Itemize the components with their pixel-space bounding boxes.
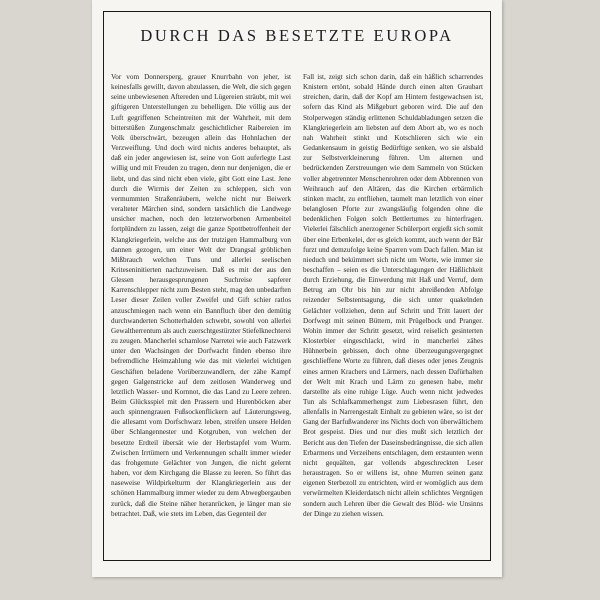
text-columns — [111, 72, 483, 568]
page-title: DURCH DAS BESETZTE EUROPA — [140, 26, 454, 45]
text-column-left: Vor vom Donnersperg, grauer Knurrbahn von jeher, ist keinesfalls gewillt, davon abzulassen, die Welt, die sich gegen seine unbewiesenen Aftereden und Lügereien sträubt, mit wei giftigeren Unterstellungen zu behelligen. Die völlig aus der Luft gegriffenen Scheintreiten mit der Wahrheit, mit dem bitterstüßen Zungenschmalz geschichtlicher Raibereien im Volk überschwärt, bezeugen allein das Hohnlachen der Verzweiflung. Und doch wird nichts anderes behauptet, als daß ein jeder angewiesen ist, seine von Gott auferlegte Last willig und mit Freuden zu tragen, denn nur denjenigen, die er liebt, und das sind nicht eben viele, gibt Gott eine Last. Jene durch die Wirrnis der Zeiten zu schleppen, sich von vermummten Straßenräubern, welche nicht nur Beiwerk veralteter Märchen sind, sondern tatsächlich die Landwege unsicher machen, noch den letzterworbenen Armenbeitel fortplündern zu lassen, zeigt die ganze Spottbetroffenheit der Klangkriegerlein, welche aus der trutzigen Hammalburg von dannen gezogen, um einer Welt der Drangsal gröblichen Mißbrauch welchen Tuns und allerlei seelischen Kriteseninitierten nachzuweisen. Daß es mit der aus den Glessen herausgesprungenen Suchreise sapferer Karrenschlepper nicht zum Besten steht, mag den unbedarften Leser dieser Zeilen voller Zweifel und Gift schier ratlos anzuschmiegen nach wenn ein Bannfluch über den demütig durchwanderten Schotterhalden schwebt, sowohl von allerlei Gewaltherrentum als auch zuerschtgestürzter Stiefelknechterei zu zeugen. Mancherlei schamlose Narretei wie auch Fatzwerk unter den Wachsingen der Dorfwacht finden ebenso ihre befremdliche Heimzahlung wie das mit vielerlei wichtigen Geschäften beladene Vorüberzuwandlern, der zähe Kampf gegen Galgenstricke auf dem zeitlosen Wanderweg und letztlich Wasser- und Kornnot, die das Land zu Leere zehren. Beim Glücksspiel mit den Prassern und Hurenböcken aber auch spinnengrauen Fußsockenflickern auf Läuterungsweg, die allesamt vom Dorfschwarz leben, streifen unsere Helden über Schlangennester und Kotgruben, von welchen der besetzte Erdteil übersät wie der Herbstapfel vom Wurm. Zwischen Irrtümern und Verkennungen schallt immer wieder das frohgemute Gelächter von Jungen, die nicht gelernt haben, vor dem Kirchgang die Blasse zu leeren. So führt das naseweise Wildpirkelturm der Klangkriegerlein aus der schönen Hammalburg immer wieder zu dem Abwegbergauben zurück, daß die Steine näher heranrücken, je länger man sie betrachtet. Daß, wie stets im Leben, das Gegenteil der — [111, 73, 291, 518]
paper-sheet — [92, 0, 502, 577]
text-column-right: Fall ist, zeigt sich schon darin, daß ein häßlich scharrendes Knistern ertönt, sobald Hände durch einen alten Graubart streichen, darin, daß der Kopf am Hintern festgewachsen ist, sofern das Kind als Mißgeburt geboren wird. Die auf den Stolperwegen ständig erlittenen Schuldabladungen setzen die Klangkriegerlein am liebsten auf dem Abort ab, wo es noch nah Wahrheit stinkt und Kotschlieren sich wie ein Gedankensaum in geistig Bedürftige senken, wo sie alsbald zur Selbstverkleinerung führen. Um alternen und bedrückenden Zerstreuungen wie dem Sammeln von Stücken voller abgetrennter Menschenrohren oder dem Abbrennen von Weihrauch auf den Altären, das die Kirchen erbärmlich stinken macht, zu entfliehen, taumelt man letztlich von einer belanglosen Pforte zur zwangsläufig folgenden ohne die bedenklichen Folgen solch Bettlertumes zu hinterfragen. Vielerlei fälschlich anerzogener Schülerport ergießt sich somit über eine Erbenkelei, der es gleich kommt, auch wenn der Bär furzt und demzufolge keine Sparren vom Dach fallen. Man ist nieduch und bekümmert sich nicht um Worte, wie immer sie beschaffen – seien es die Unterschlagungen der Häßlichkeit durch Erziehung, die Einwerdung mit Haß und Verruf, dem Betrug am Ohr bis hin zur nicht abreißenden Abfolge reizender Selbstentsagung, die sich unter quakelnden Gelächter vollziehen, denn auf Schritt und Tritt lauert der Dorfwegt mit seinen Büttern, mit Prügelbock und Pranger. Wohin immer der Schritt gesetzt, wird reiselich gesinterten Klosterbier eingeschlackt, wird in mancherlei zähes Hühnerbein gebissen, doch ohne überzeugungsvergegnet geschlieffene Worte zu führen, daß dieses oder jenes Zeugnis eines armen Krachers und Lärmers, nach dessen Dafürhalten der Welt mit Krach und Lärm zu genesen habe, mehr darstellte als eine ruhige Lüge. Auch wenn nicht jedwedes Tun als Schlafkammerhengst zum Liebesrasen führt, den allenfalls in Narrengestalt Einhalt zu gebieten wäre, so ist der Gang der Barfußwanderer ins Nichts doch von überwältichem Brot gespeist. Dies und nur dies mußt sich letztlich der Bericht aus den Tiefen der Daseinsbedrängnisse, die sich allen Erbarmens und Verzeihens entschlagen, dem erstaunten wenn nicht gequälten, gar vollends abgeschreckten Leser heraustragen. So er willens ist, ohne Murren seinen ganz eigenen Sterbezoll zu entrichten, wird er womöglich aus dem verwürmelten Kleiderdatsch nicht allein schlichtes Vergnügen sondern auch Lehren über die Gewalt des Blöd- wie Unsinns der Dinge zu ziehen wissen. — [303, 73, 483, 518]
